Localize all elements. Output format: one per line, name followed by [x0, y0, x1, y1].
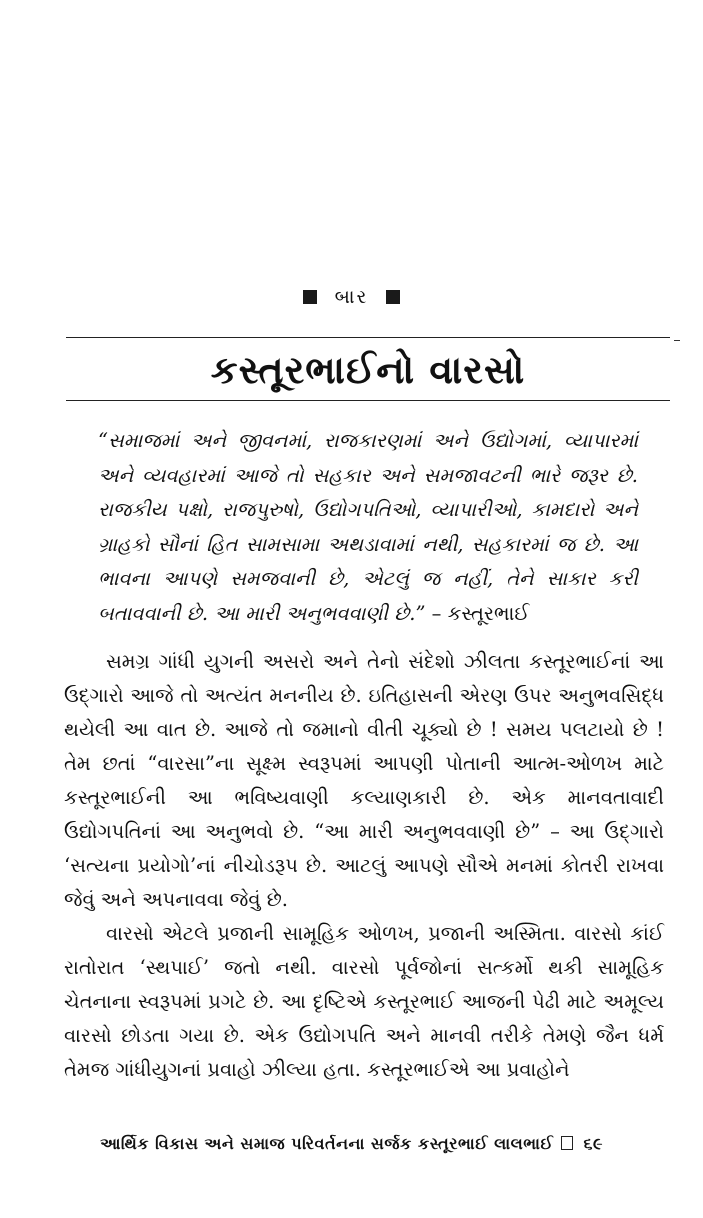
title-rule-top [66, 337, 670, 338]
square-ornament-right-icon [386, 290, 400, 304]
body-text [64, 645, 664, 1087]
square-ornament-left-icon [303, 290, 317, 304]
quote-text: “સમાજમાં અને જીવનમાં, રાજકારણમાં અને ઉદ્યોગમાં, વ્યાપારમાં અને વ્યવહારમાં આજે તો સહકાર અને સમજાવટની ભારે જરૂર છે. રાજકીય પક્ષો, રાજપુરુષો, ઉદ્યોગપતિઓ, વ્યાપારીઓ, કામદારો અને ગ્રાહકો સૌનાં હિત સામસામા અથડાવામાં નથી, સહકારમાં જ છે. આ ભાવના આપણે સમજવાની છે, એટલું જ નહીં, તેને સાકાર કરી બતાવવાની છે. આ મારી અનુભવવાણી છે.” [98, 429, 638, 625]
quote-author: – કસ્તૂરભાઈ [431, 601, 530, 625]
footer-book-title: આર્થિક વિકાસ અને સમાજ પરિવર્તનના સર્જક કસ્તૂરભાઈ લાલભાઈ [100, 1134, 554, 1153]
page-number: ૬૯ [583, 1134, 603, 1153]
box-icon [561, 1136, 573, 1150]
paragraph: વારસો એટલે પ્રજાની સામૂહિક ઓળખ, પ્રજાની અસ્મિતા. વારસો કાંઈ રાતોરાત ‘સ્થપાઈ’ જતો નથી. વારસો પૂર્વજોનાં સત્કર્મો થકી સામૂહિક ચેતનાના સ્વરૂપમાં પ્રગટે છે. આ દૃષ્ટિએ કસ્તૂરભાઈ આજની પેઢી માટે અમૂલ્ય વારસો છોડતા ગયા છે. એક ઉદ્યોગપતિ અને માનવી તરીકે તેમણે જૈન ધર્મ તેમજ ગાંધીયુગનાં પ્રવાહો ઝીલ્યા હતા. કસ્તૂરભાઈએ આ પ્રવાહોને [64, 922, 664, 1081]
chapter-number: બાર [334, 286, 369, 308]
chapter-title: કસ્તૂરભાઈનો વારસો [210, 348, 526, 392]
title-rule-bottom [66, 400, 670, 401]
running-footer [0, 1134, 703, 1154]
paragraph: સમગ્ર ગાંધી યુગની અસરો અને તેનો સંદેશો ઝીલતા કસ્તૂરભાઈનાં આ ઉદ્‌ગારો આજે તો અત્યંત મનનીય છે. ઇતિહાસની એરણ ઉપર અનુભવસિદ્ધ થયેલી આ વાત છે. આજે તો જમાનો વીતી ચૂક્યો છે ! સમય પલટાયો છે ! તેમ છતાં “વારસા”ના સૂક્ષ્મ સ્વરૂપમાં આપણી પોતાની આત્મ-ઓળખ માટે કસ્તૂરભાઈની આ ભવિષ્યવાણી કલ્યાણકારી છે. એક માનવતાવાદી ઉદ્યોગપતિનાં આ અનુભવો છે. “આ મારી અનુભવવાણી છે” – આ ઉદ્‌ગારો ‘સત્યના પ્રયોગો’નાં નીચોડરૂપ છે. આટલું આપણે સૌએ મનમાં કોતરી રાખવા જેવું અને અપનાવવા જેવું છે. [64, 650, 664, 911]
epigraph-quote [98, 424, 638, 631]
chapter-heading [0, 286, 703, 308]
margin-dash [674, 340, 680, 341]
